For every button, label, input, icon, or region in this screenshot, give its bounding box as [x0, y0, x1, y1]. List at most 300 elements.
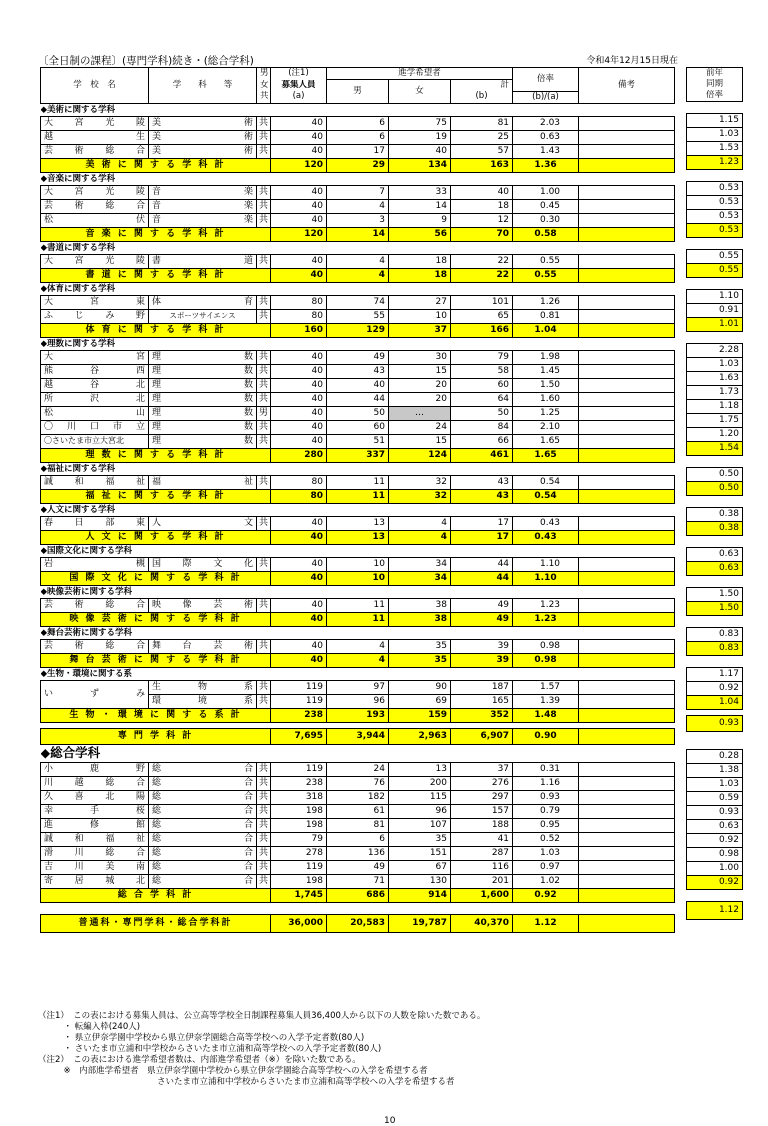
female-count: 75	[389, 116, 451, 130]
ratio: 1.00	[513, 185, 579, 199]
subtotal-label: 人 文 に 関 す る 学 科 計	[41, 530, 271, 544]
prev-ratio: 0.53	[687, 210, 743, 224]
capacity: 120	[271, 158, 327, 172]
col-total: 計	[451, 80, 513, 92]
table-row	[41, 475, 675, 489]
subtotal-row	[41, 227, 675, 241]
sex: 共	[257, 790, 271, 804]
remarks	[579, 728, 675, 744]
male-count: 4	[327, 254, 389, 268]
total-count: 18	[451, 199, 513, 213]
male-count: 40	[327, 378, 389, 392]
school-name: 所沢北	[41, 392, 149, 406]
sex: 共	[257, 420, 271, 434]
prev-spacer-cell	[687, 332, 743, 344]
prev-spacer-cell	[687, 278, 743, 290]
prev-row	[687, 196, 743, 210]
dept-name: 総合	[149, 874, 257, 888]
capacity: 40	[271, 434, 327, 448]
remarks	[579, 378, 675, 392]
col-sex-3: 共	[257, 91, 271, 103]
ratio: 1.26	[513, 295, 579, 309]
table-row	[41, 516, 675, 530]
prev-ratio: 0.53	[687, 182, 743, 196]
ratio: 1.65	[513, 448, 579, 462]
male-count: 13	[327, 530, 389, 544]
capacity: 40	[271, 612, 327, 626]
col-capacity-unit: (a)	[271, 91, 327, 103]
female-count: 40	[389, 144, 451, 158]
ratio: 0.30	[513, 213, 579, 227]
section-title: ◆体育に関する学科	[41, 282, 675, 295]
prev-spacer	[687, 102, 743, 114]
sex: 共	[257, 776, 271, 790]
school-name: 松山	[41, 406, 149, 420]
total-count: 44	[451, 571, 513, 585]
dept-name: 理数	[149, 378, 257, 392]
school-name: 寄居城北	[41, 874, 149, 888]
ratio: 1.23	[513, 598, 579, 612]
remarks	[579, 762, 675, 776]
prev-row	[687, 778, 743, 792]
male-count: 6	[327, 832, 389, 846]
ratio: 0.81	[513, 309, 579, 323]
table-row	[41, 144, 675, 158]
remarks	[579, 598, 675, 612]
total-count: 22	[451, 268, 513, 282]
ratio: 0.43	[513, 530, 579, 544]
total-count: 37	[451, 762, 513, 776]
subtotal-label: 美 術 に 関 す る 学 科 計	[41, 158, 271, 172]
capacity: 40	[271, 350, 327, 364]
prev-spacer	[687, 576, 743, 588]
dept-name: 映像芸術	[149, 598, 257, 612]
prev-ratio: 1.50	[687, 588, 743, 602]
section-title: ◆人文に関する学科	[41, 503, 675, 516]
male-count: 11	[327, 489, 389, 503]
prev-ratio: 1.38	[687, 764, 743, 778]
section-header	[41, 503, 675, 516]
sex: 共	[257, 639, 271, 653]
ratio: 0.55	[513, 254, 579, 268]
total-count: 70	[451, 227, 513, 241]
prev-row	[687, 848, 743, 862]
total-count: 44	[451, 557, 513, 571]
school-name: 芸術総合	[41, 199, 149, 213]
ratio: 0.98	[513, 653, 579, 667]
col-sex-2: 女	[257, 80, 271, 92]
prev-row	[687, 792, 743, 806]
prev-spacer	[687, 496, 743, 508]
prev-ratio: 1.10	[687, 290, 743, 304]
subtotal-label: 普通科・専門学科・総合学科計	[41, 914, 271, 932]
prev-row	[687, 588, 743, 602]
prev-spacer	[687, 536, 743, 548]
sex: 共	[257, 144, 271, 158]
capacity: 198	[271, 804, 327, 818]
total-count: 22	[451, 254, 513, 268]
remarks	[579, 832, 675, 846]
ratio: 1.10	[513, 557, 579, 571]
prev-ratio: 1.63	[687, 372, 743, 386]
prev-ratio: 0.91	[687, 304, 743, 318]
capacity: 119	[271, 680, 327, 694]
section-header	[41, 744, 675, 762]
capacity: 238	[271, 708, 327, 722]
table-row	[41, 818, 675, 832]
dept-name: 舞台芸術	[149, 639, 257, 653]
subtotal-label: 総 合 学 科 計	[41, 888, 271, 902]
prev-ratio: 1.01	[687, 318, 743, 332]
prev-row	[687, 628, 743, 642]
prev-row	[687, 304, 743, 318]
sex: 共	[257, 694, 271, 708]
spacer-row	[41, 902, 675, 914]
ratio: 0.63	[513, 130, 579, 144]
male-count: 129	[327, 323, 389, 337]
capacity: 119	[271, 762, 327, 776]
prev-ratio: 0.93	[687, 806, 743, 820]
ratio: 2.03	[513, 116, 579, 130]
table-title: 〔全日制の課程〕(専門学科)続き・(総合学科)	[38, 55, 254, 67]
remarks	[579, 489, 675, 503]
prev-spacer-cell	[687, 102, 743, 114]
female-count: 4	[389, 530, 451, 544]
prev-ratio: 0.59	[687, 792, 743, 806]
section-title: ◆国際文化に関する学科	[41, 544, 675, 557]
total-count: 461	[451, 448, 513, 462]
capacity: 160	[271, 323, 327, 337]
capacity: 40	[271, 392, 327, 406]
table-row	[41, 350, 675, 364]
dept-name: 総合	[149, 818, 257, 832]
remarks	[579, 708, 675, 722]
school-name: 小鹿野	[41, 762, 149, 776]
prev-ratio: 0.92	[687, 876, 743, 890]
female-count: …	[389, 406, 451, 420]
prev-row	[687, 508, 743, 522]
female-count: 56	[389, 227, 451, 241]
male-count: 7	[327, 185, 389, 199]
remarks	[579, 130, 675, 144]
dept-name: 書道	[149, 254, 257, 268]
dept-name: 理数	[149, 434, 257, 448]
remarks	[579, 694, 675, 708]
remarks	[579, 406, 675, 420]
footnote-line: ・ さいたま市立浦和中学校からさいたま市立浦和高等学校への入学予定者数(80人)	[38, 1044, 382, 1054]
prev-ratio: 0.83	[687, 642, 743, 656]
prev-ratio: 0.38	[687, 522, 743, 536]
ratio: 1.45	[513, 364, 579, 378]
remarks	[579, 914, 675, 932]
ratio: 0.95	[513, 818, 579, 832]
ratio: 1.50	[513, 378, 579, 392]
ratio: 1.43	[513, 144, 579, 158]
dept-name: 国際文化	[149, 557, 257, 571]
table-row	[41, 185, 675, 199]
female-count: 90	[389, 680, 451, 694]
prev-row	[687, 358, 743, 372]
section-header	[41, 103, 675, 116]
prev-ratio: 1.73	[687, 386, 743, 400]
subtotal-row	[41, 489, 675, 503]
male-count: 6	[327, 116, 389, 130]
remarks	[579, 420, 675, 434]
table-row	[41, 309, 675, 323]
prev-total-row	[687, 902, 743, 920]
ratio: 1.36	[513, 158, 579, 172]
as-of-date: 令和4年12月15日現在	[586, 56, 678, 66]
female-count: 15	[389, 364, 451, 378]
dept-name: 環境系	[149, 694, 257, 708]
col-prev-3: 倍率	[687, 90, 743, 102]
male-count: 10	[327, 571, 389, 585]
school-name: 岩槻	[41, 557, 149, 571]
subtotal-row	[41, 612, 675, 626]
remarks	[579, 199, 675, 213]
prev-ratio: 1.00	[687, 862, 743, 876]
remarks	[579, 557, 675, 571]
capacity: 280	[271, 448, 327, 462]
dept-name: 理数	[149, 364, 257, 378]
col-remarks: 備考	[579, 68, 675, 104]
prev-header-row	[687, 90, 743, 102]
dept-name: 総合	[149, 762, 257, 776]
total-count: 84	[451, 420, 513, 434]
capacity: 119	[271, 694, 327, 708]
prev-total-row	[687, 318, 743, 332]
prev-ratio: 1.17	[687, 668, 743, 682]
table-row	[41, 213, 675, 227]
prev-spacer	[687, 170, 743, 182]
sex: 共	[257, 295, 271, 309]
col-male: 男	[327, 80, 389, 104]
school-name: 大宮東	[41, 295, 149, 309]
ratio: 0.79	[513, 804, 579, 818]
ratio: 1.02	[513, 874, 579, 888]
prev-ratio: 1.03	[687, 358, 743, 372]
capacity: 40	[271, 571, 327, 585]
prev-row	[687, 400, 743, 414]
prev-spacer-cell	[687, 238, 743, 250]
capacity: 40	[271, 516, 327, 530]
subtotal-row	[41, 448, 675, 462]
capacity: 40	[271, 116, 327, 130]
remarks	[579, 846, 675, 860]
total-count: 39	[451, 639, 513, 653]
subtotal-row	[41, 323, 675, 337]
male-count: 3	[327, 213, 389, 227]
total-count: 64	[451, 392, 513, 406]
section-title: ◆生物・環境に関する系	[41, 667, 675, 680]
sex: 共	[257, 185, 271, 199]
remarks	[579, 475, 675, 489]
capacity: 318	[271, 790, 327, 804]
ratio: 1.65	[513, 434, 579, 448]
sex: 共	[257, 254, 271, 268]
subtotal-row	[41, 653, 675, 667]
dept-name: 音楽	[149, 199, 257, 213]
school-name: 幸手桜	[41, 804, 149, 818]
female-count: 18	[389, 268, 451, 282]
subtotal-label: 映 像 芸 術 に 関 す る 学 科 計	[41, 612, 271, 626]
female-count: 13	[389, 762, 451, 776]
prev-ratio: 1.75	[687, 414, 743, 428]
ratio: 1.10	[513, 571, 579, 585]
prev-row	[687, 372, 743, 386]
male-count: 193	[327, 708, 389, 722]
section-header	[41, 667, 675, 680]
male-count: 11	[327, 612, 389, 626]
footnote-line: ・ 転編入枠(240人)	[38, 1022, 141, 1032]
male-count: 17	[327, 144, 389, 158]
female-count: 14	[389, 199, 451, 213]
dept-name: 福祉	[149, 475, 257, 489]
male-count: 10	[327, 557, 389, 571]
sex: 共	[257, 434, 271, 448]
prev-total-row	[687, 442, 743, 456]
female-count: 20	[389, 392, 451, 406]
section-title: ◆音楽に関する学科	[41, 172, 675, 185]
female-count: 35	[389, 653, 451, 667]
sex: 共	[257, 378, 271, 392]
total-count: 352	[451, 708, 513, 722]
school-name: 熊谷西	[41, 364, 149, 378]
prev-spacer-cell	[687, 170, 743, 182]
remarks	[579, 309, 675, 323]
total-count: 49	[451, 612, 513, 626]
prev-total-row	[687, 156, 743, 170]
table-row	[41, 832, 675, 846]
ratio: 1.48	[513, 708, 579, 722]
table-row	[41, 130, 675, 144]
school-name: 芸術総合	[41, 639, 149, 653]
capacity: 40	[271, 364, 327, 378]
female-count: 32	[389, 475, 451, 489]
male-count: 44	[327, 392, 389, 406]
total-count: 101	[451, 295, 513, 309]
remarks	[579, 323, 675, 337]
remarks	[579, 530, 675, 544]
table-row	[41, 557, 675, 571]
total-count: 49	[451, 598, 513, 612]
section-header	[41, 544, 675, 557]
female-count: 67	[389, 860, 451, 874]
dept-name: 体育	[149, 295, 257, 309]
capacity: 40	[271, 598, 327, 612]
remarks	[579, 295, 675, 309]
ratio: 0.90	[513, 728, 579, 744]
capacity: 1,745	[271, 888, 327, 902]
dept-name: 総合	[149, 846, 257, 860]
school-name: 大宮光陵	[41, 254, 149, 268]
capacity: 40	[271, 639, 327, 653]
female-count: 33	[389, 185, 451, 199]
section-header	[41, 282, 675, 295]
female-count: 69	[389, 694, 451, 708]
table-row	[41, 874, 675, 888]
prev-row	[687, 750, 743, 764]
prev-ratio: 1.23	[687, 156, 743, 170]
male-count: 97	[327, 680, 389, 694]
capacity: 40	[271, 144, 327, 158]
prev-row	[687, 682, 743, 696]
table-row	[41, 254, 675, 268]
dept-name: 総合	[149, 804, 257, 818]
prev-row	[687, 834, 743, 848]
capacity: 36,000	[271, 914, 327, 932]
subtotal-row	[41, 888, 675, 902]
applicants-table	[40, 67, 675, 933]
prev-total-row	[687, 602, 743, 616]
prev-row	[687, 290, 743, 304]
prev-row	[687, 128, 743, 142]
remarks	[579, 268, 675, 282]
prev-ratio: 0.50	[687, 468, 743, 482]
male-count: 43	[327, 364, 389, 378]
female-count: 200	[389, 776, 451, 790]
prev-spacer	[687, 890, 743, 902]
subtotal-label: 体 育 に 関 す る 学 科 計	[41, 323, 271, 337]
prev-ratio: 0.38	[687, 508, 743, 522]
prev-spacer	[687, 732, 743, 750]
prev-ratio: 0.93	[687, 716, 743, 732]
table-row	[41, 295, 675, 309]
male-count: 4	[327, 653, 389, 667]
prev-spacer	[687, 332, 743, 344]
remarks	[579, 213, 675, 227]
ratio: 0.52	[513, 832, 579, 846]
prev-row	[687, 386, 743, 400]
capacity: 80	[271, 489, 327, 503]
school-name: 大宮光陵	[41, 116, 149, 130]
footnote-line: ・ 県立伊奈学園中学校から県立伊奈学園総合高等学校への入学予定者数(80人)	[38, 1033, 365, 1043]
dept-name: 生物系	[149, 680, 257, 694]
prev-ratio: 0.63	[687, 820, 743, 834]
ratio: 1.98	[513, 350, 579, 364]
table-row	[41, 790, 675, 804]
school-name: 芸術総合	[41, 144, 149, 158]
sex: 共	[257, 762, 271, 776]
capacity: 40	[271, 530, 327, 544]
section-header	[41, 462, 675, 475]
footnote-line: （注2） この表における進学希望者数は、内部進学希望者（※）を除いた数である。	[38, 1055, 361, 1065]
remarks	[579, 448, 675, 462]
male-count: 51	[327, 434, 389, 448]
total-count: 79	[451, 350, 513, 364]
section-title: ◆舞台芸術に関する学科	[41, 626, 675, 639]
male-count: 182	[327, 790, 389, 804]
subtotal-label: 音 楽 に 関 す る 学 科 計	[41, 227, 271, 241]
dept-name: 美術	[149, 116, 257, 130]
subtotal-row	[41, 571, 675, 585]
prev-total-row	[687, 696, 743, 710]
male-count: 76	[327, 776, 389, 790]
prev-row	[687, 344, 743, 358]
male-count: 20,583	[327, 914, 389, 932]
table-row	[41, 378, 675, 392]
female-count: 130	[389, 874, 451, 888]
school-name: 〇さいたま市立大宮北	[41, 434, 149, 448]
total-count: 116	[451, 860, 513, 874]
school-name: 芸術総合	[41, 598, 149, 612]
school-name: 越谷北	[41, 378, 149, 392]
prev-spacer	[687, 238, 743, 250]
prev-row	[687, 862, 743, 876]
table-row	[41, 199, 675, 213]
total-count: 65	[451, 309, 513, 323]
dept-name: 美術	[149, 130, 257, 144]
